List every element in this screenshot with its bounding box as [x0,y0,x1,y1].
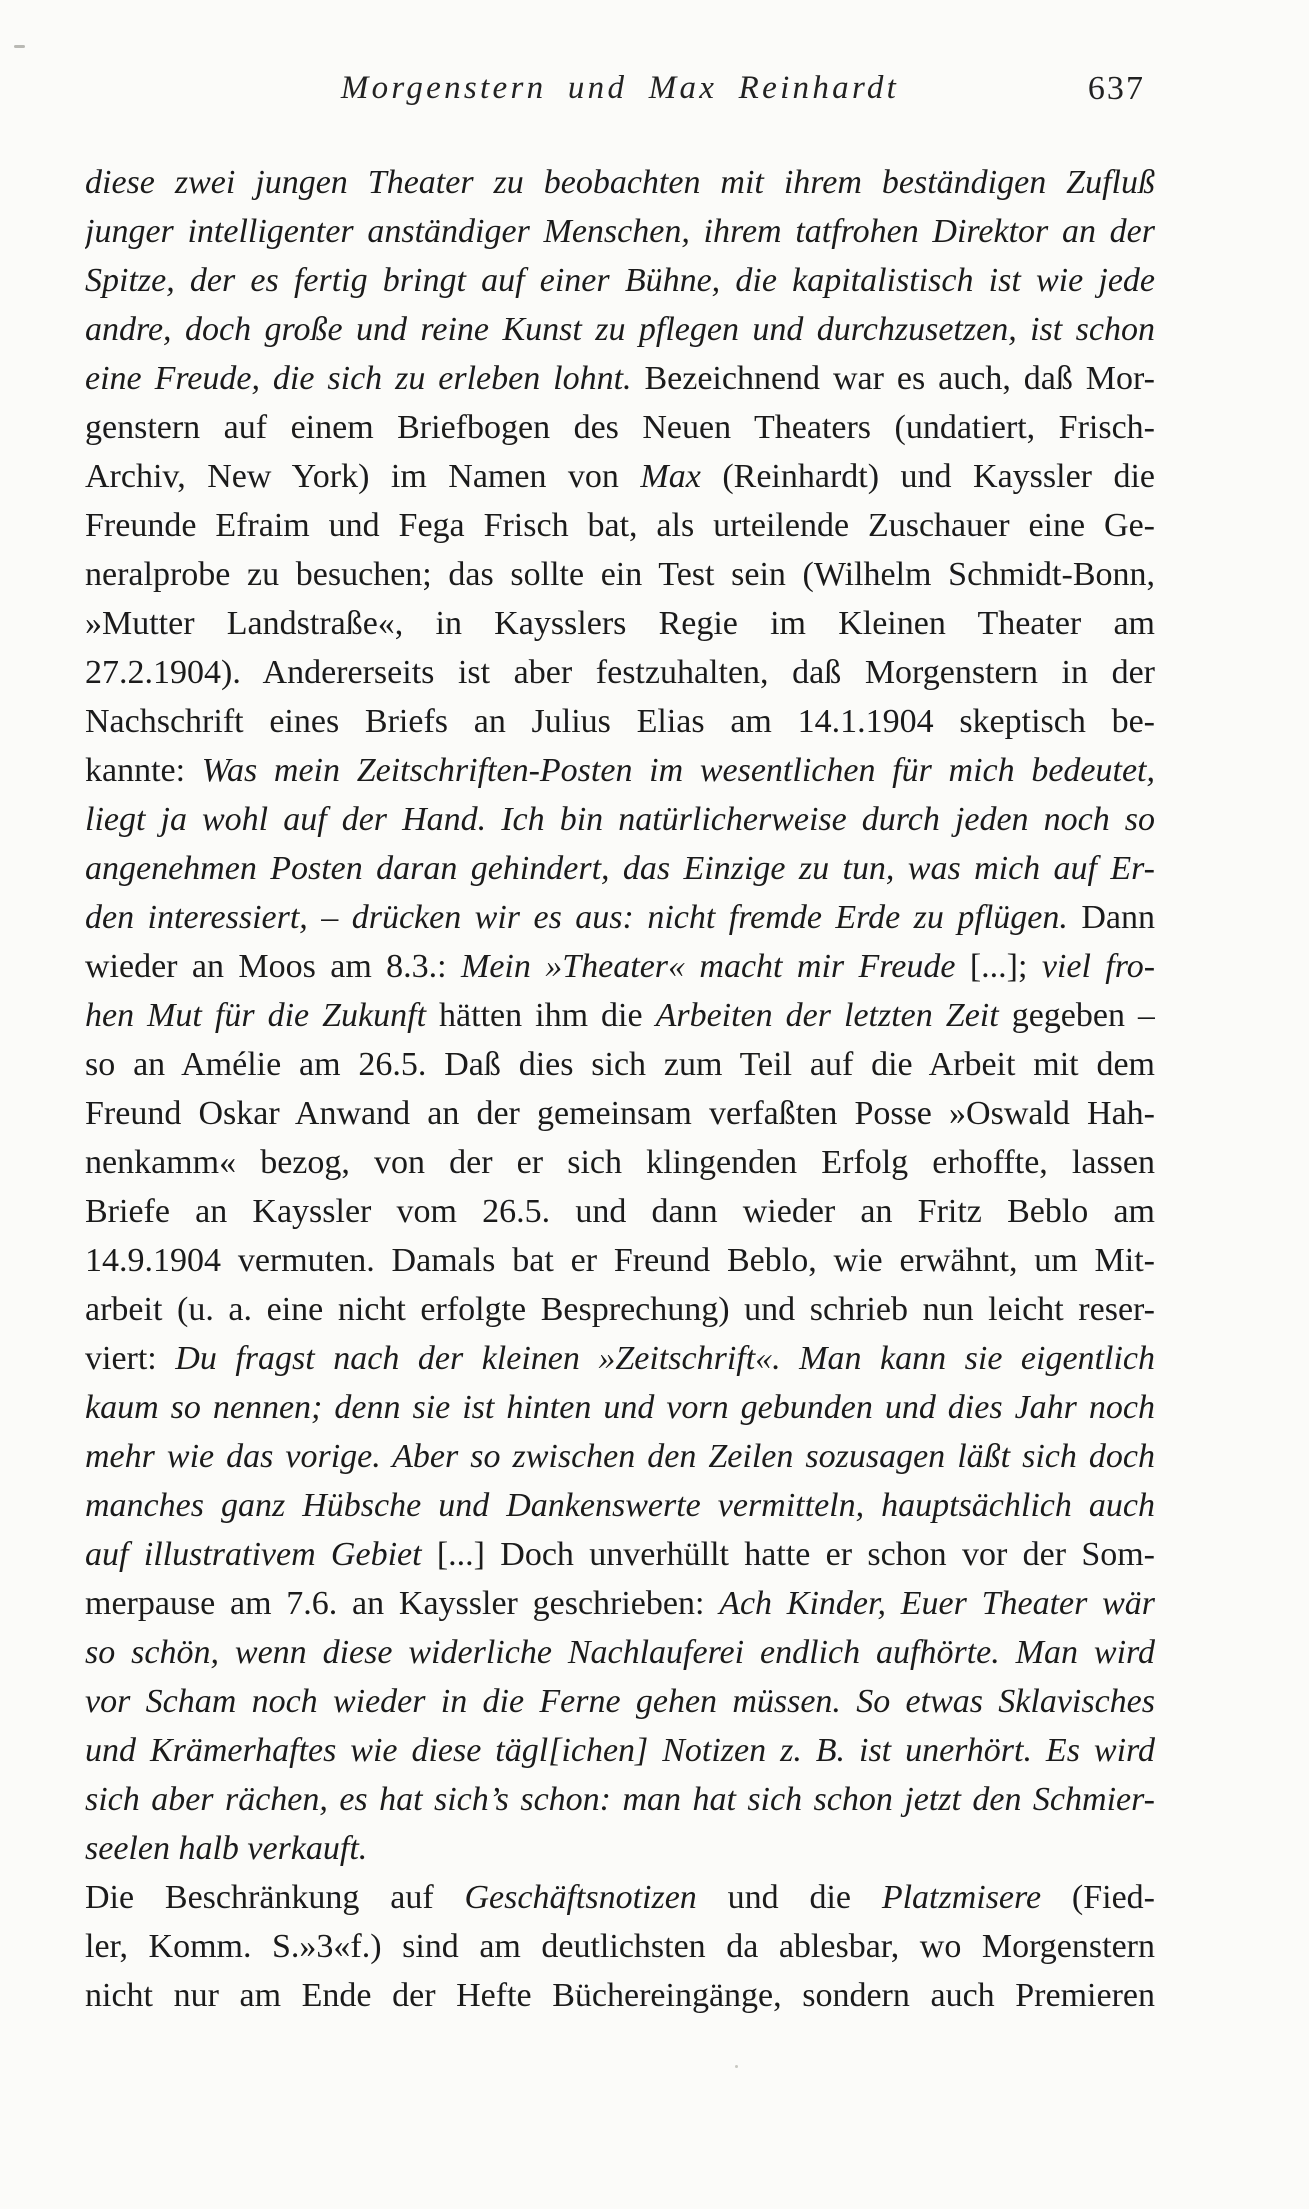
text-line [85,452,1155,501]
text-segment: Was mein Zeitschriften-Posten im wesentlichen für mich bedeutet, [201,752,1155,789]
text-segment: [...] Doch unverhüllt hatte er schon vor der Som- [421,1536,1155,1573]
text-segment: mehr wie das vorige. Aber so zwischen den Zeilen sozusagen läßt sich doch [85,1438,1155,1475]
text-segment: (Fied- [1041,1879,1155,1916]
text-segment: wieder an Moos am 8.3.: [85,948,461,985]
text-line [85,1824,1155,1873]
text-segment: [...]; [955,948,1042,985]
text-line [85,1236,1155,1285]
text-line [85,1432,1155,1481]
text-line [85,1922,1155,1971]
text-segment: nenkamm« bezog, von der er sich klingenden Erfolg erhoffte, lassen [85,1144,1155,1181]
text-segment: sich aber rächen, es hat sich’s schon: man hat sich schon jetzt den Schmier- [85,1781,1155,1818]
text-line [85,158,1155,207]
text-segment: nicht nur am Ende der Hefte Büchereingänge, sondern auch Premieren [85,1977,1155,2014]
text-segment: Ach Kinder, Euer Theater wär [719,1585,1155,1622]
text-line [85,1383,1155,1432]
text-segment: angenehmen Posten daran gehindert, das Einzige zu tun, was mich auf Er- [85,850,1155,887]
text-segment: viert: [85,1340,176,1377]
text-line [85,1579,1155,1628]
text-line [85,991,1155,1040]
running-header [85,70,1155,114]
text-segment: Geschäftsnotizen [464,1879,697,1916]
text-segment: 14.9.1904 vermuten. Damals bat er Freund Beblo, wie erwähnt, um Mit- [85,1242,1155,1279]
body-text [85,158,1155,2020]
text-segment: kannte: [85,752,202,789]
text-line [85,207,1155,256]
text-line [85,256,1155,305]
text-line [85,1481,1155,1530]
text-line [85,305,1155,354]
text-line [85,893,1155,942]
text-segment: manches ganz Hübsche und Dankenswerte vermitteln, hauptsächlich auch [85,1487,1155,1524]
text-segment: und Krämerhaftes wie diese tägl[ichen] Notizen z. B. ist unerhört. Es wird [85,1732,1155,1769]
text-segment: kaum so nennen; denn sie ist hinten und vorn gebunden und dies Jahr noch [85,1389,1155,1426]
text-segment: ler, Komm. S.»3«f.) sind am deutlichsten da ablesbar, wo Morgenstern [85,1928,1155,1965]
text-line [85,1873,1155,1922]
text-segment: und die [696,1879,882,1916]
text-segment: Max [640,458,701,495]
scan-artifact-dash [14,45,25,48]
text-line [85,1334,1155,1383]
text-segment: seelen halb verkauft. [85,1830,368,1867]
running-header-title: Morgenstern und Max Reinhardt [340,70,900,106]
scan-artifact-dot [735,2065,738,2068]
text-line [85,795,1155,844]
text-segment: Bezeichnend war es auch, daß Mor- [631,360,1155,397]
text-line [85,501,1155,550]
text-segment: merpause am 7.6. an Kayssler geschrieben: [85,1585,720,1622]
text-line [85,1628,1155,1677]
text-segment: neralprobe zu besuchen; das sollte ein Test sein (Wilhelm Schmidt-Bonn, [85,556,1155,593]
text-line [85,844,1155,893]
text-segment: arbeit (u. a. eine nicht erfolgte Besprechung) und schrieb nun leicht reser- [85,1291,1155,1328]
text-segment: Freunde Efraim und Fega Frisch bat, als urteilende Zuschauer eine Ge- [85,507,1155,544]
text-segment: so an Amélie am 26.5. Daß dies sich zum Teil auf die Arbeit mit dem [85,1046,1155,1083]
text-line [85,942,1155,991]
text-segment: hen Mut für die Zukunft [85,997,427,1034]
text-line [85,599,1155,648]
text-segment: (Reinhardt) und Kayssler die [700,458,1155,495]
text-segment: Platzmisere [881,1879,1042,1916]
text-segment: viel fro- [1041,948,1155,985]
text-line [85,1187,1155,1236]
text-segment: hätten ihm die [426,997,656,1034]
text-segment: Briefe an Kayssler vom 26.5. und dann wieder an Fritz Beblo am [85,1193,1155,1230]
text-line [85,1040,1155,1089]
text-line [85,1089,1155,1138]
text-segment: gegeben – [998,997,1155,1034]
text-segment: auf illustrativem Gebiet [85,1536,422,1573]
text-segment: Mein »Theater« macht mir Freude [461,948,956,985]
text-line [85,1530,1155,1579]
text-line [85,746,1155,795]
text-segment: vor Scham noch wieder in die Ferne gehen müssen. So etwas Sklavisches [85,1683,1155,1720]
text-segment: 27.2.1904). Andererseits ist aber festzuhalten, daß Morgenstern in der [85,654,1155,691]
text-segment: Archiv, New York) im Namen von [85,458,641,495]
text-segment: Dann [1067,899,1155,936]
text-line [85,1726,1155,1775]
text-segment: genstern auf einem Briefbogen des Neuen Theaters (undatiert, Frisch- [85,409,1155,446]
text-segment: diese zwei jungen Theater zu beobachten mit ihrem beständigen Zufluß [85,164,1155,201]
text-segment: »Mutter Landstraße«, in Kaysslers Regie im Kleinen Theater am [85,605,1155,642]
text-segment: junger intelligenter anständiger Menschen, ihrem tatfrohen Direktor an der [85,213,1155,250]
text-segment: so schön, wenn diese widerliche Nachlauferei endlich aufhörte. Man wird [85,1634,1155,1671]
text-line [85,1677,1155,1726]
text-segment: eine Freude, die sich zu erleben lohnt. [85,360,632,397]
text-segment: liegt ja wohl auf der Hand. Ich bin natürlicherweise durch jeden noch so [85,801,1155,838]
text-line [85,1138,1155,1187]
text-line [85,1285,1155,1334]
text-line [85,697,1155,746]
text-line [85,403,1155,452]
text-segment: Arbeiten der letzten Zeit [655,997,999,1034]
text-segment: Nachschrift eines Briefs an Julius Elias am 14.1.1904 skeptisch be- [85,703,1155,740]
text-segment: Spitze, der es fertig bringt auf einer Bühne, die kapitalistisch ist wie jede [85,262,1155,299]
text-line [85,550,1155,599]
text-segment: den interessiert, – drücken wir es aus: nicht fremde Erde zu pflügen. [85,899,1068,936]
text-line [85,1971,1155,2020]
text-line [85,354,1155,403]
text-line [85,1775,1155,1824]
text-segment: Die Beschränkung auf [85,1879,465,1916]
text-line [85,648,1155,697]
page-number: 637 [1087,70,1145,107]
text-segment: Du fragst nach der kleinen »Zeitschrift«. Man kann sie eigentlich [175,1340,1155,1377]
text-segment: Freund Oskar Anwand an der gemeinsam verfaßten Posse »Oswald Hah- [85,1095,1155,1132]
text-segment: andre, doch große und reine Kunst zu pflegen und durchzusetzen, ist schon [85,311,1155,348]
